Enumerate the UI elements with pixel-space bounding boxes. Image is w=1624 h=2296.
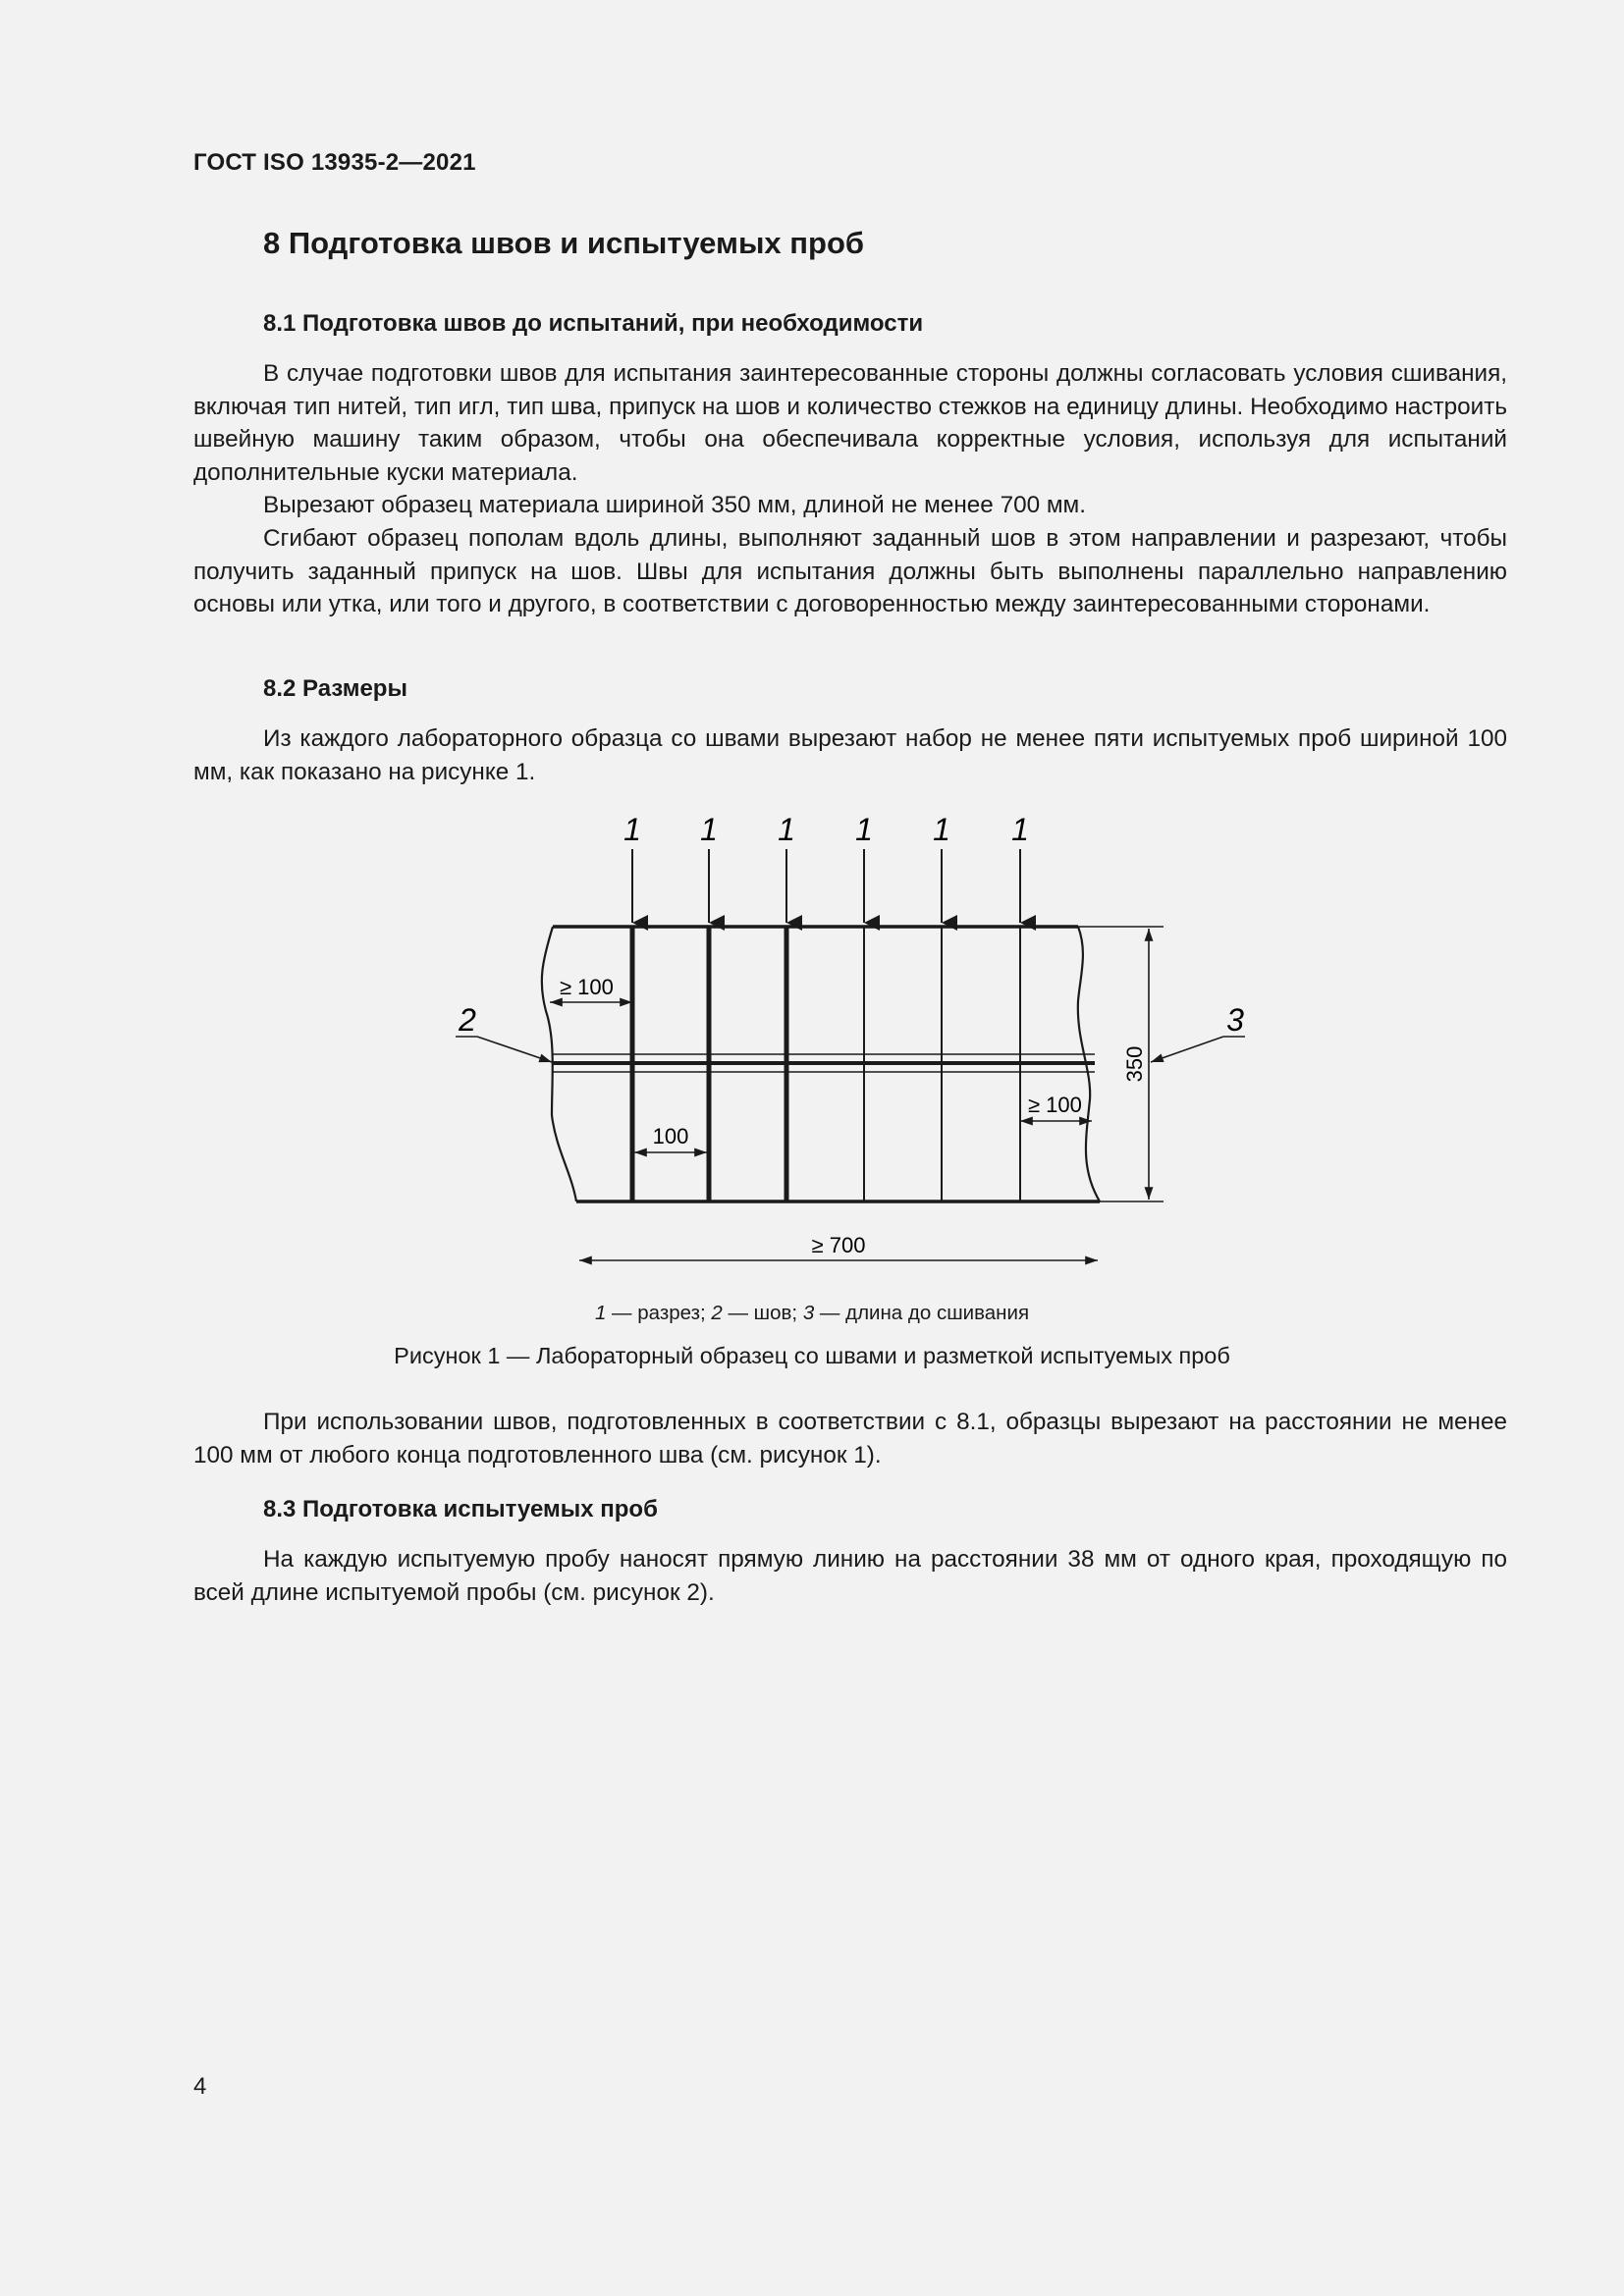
subsection-title-8-3: 8.3 Подготовка испытуемых проб (263, 1496, 658, 1522)
legend-text-3: — длина до сшивания (814, 1302, 1030, 1324)
paragraph-8-1-3: Сгибают образец пополам вдоль длины, выполняют заданный шов в этом направлении и разрезают, чтобы получить заданный припуск на шов. Швы для испытания должны быть выполнены параллельно направлению основы или утка, или того и другого, в соответствии с договоренностью между заинтересованными сторонами. (193, 525, 1507, 617)
dimension-height-label: 350 (1122, 1045, 1147, 1083)
legend-text-2: — шов; (722, 1302, 803, 1324)
seam-callout-leader (456, 1037, 552, 1062)
legend-key-1: 1 (594, 1302, 607, 1324)
callout-label-1: 1 (700, 812, 718, 847)
subsection-title-8-2: 8.2 Размеры (263, 675, 407, 702)
paragraph-8-3-1: На каждую испытуемую пробу наносят прямую линию на расстоянии 38 мм от одного края, проходящую по всей длине испытуемой пробы (см. рисунок 2). (193, 1546, 1507, 1606)
legend-key-3: 3 (802, 1302, 815, 1324)
legend-text-1: — разрез; (606, 1302, 712, 1324)
callout-label-3: 3 (1226, 1002, 1244, 1038)
paragraph-8-2-1: Из каждого лабораторного образца со швами вырезают набор не менее пяти испытуемых проб шириной 100 мм, как показано на рисунке 1. (193, 725, 1507, 785)
paragraph-8-1-2: Вырезают образец материала шириной 350 мм, длиной не менее 700 мм. (263, 492, 1087, 518)
figure-1-specimen-diagram (0, 805, 1624, 1335)
dimension-left-margin-label: ≥ 100 (560, 975, 614, 999)
callout-label-1: 1 (623, 812, 641, 847)
dimension-strip-width-label: 100 (652, 1124, 689, 1148)
dimension-length-label: ≥ 700 (811, 1233, 866, 1257)
legend-key-2: 2 (711, 1302, 723, 1324)
figure-legend (0, 1302, 1624, 1325)
paragraph-8-1-1: В случае подготовки швов для испытания заинтересованные стороны должны согласовать условия сшивания, включая тип нитей, тип игл, тип шва, припуск на шов и количество стежков на единицу длины. Необходимо настроить швейную машину таким образом, чтобы она обеспечивала корректные условия, используя для испытаний дополнительные куски материала. (193, 360, 1507, 486)
figure-caption: Рисунок 1 — Лабораторный образец со швами и разметкой испытуемых проб (394, 1343, 1230, 1368)
subsection-title-8-1: 8.1 Подготовка швов до испытаний, при необходимости (263, 310, 924, 337)
callout-label-2: 2 (459, 1002, 476, 1038)
page-number: 4 (193, 2073, 207, 2100)
callout-label-1: 1 (778, 812, 795, 847)
length-callout-leader (1151, 1037, 1245, 1062)
paragraph-8-2-2: При использовании швов, подготовленных в соответствии с 8.1, образцы вырезают на расстоянии не менее 100 мм от любого конца подготовленного шва (см. рисунок 1). (193, 1409, 1507, 1468)
callout-label-1: 1 (1011, 812, 1029, 847)
dimension-right-margin-label: ≥ 100 (1028, 1093, 1082, 1117)
callout-label-1: 1 (933, 812, 950, 847)
callout-label-1: 1 (855, 812, 873, 847)
cut-callout-arrows (632, 849, 1020, 923)
document-code-header: ГОСТ ISO 13935-2—2021 (193, 149, 476, 176)
section-title: 8 Подготовка швов и испытуемых проб (263, 226, 865, 260)
